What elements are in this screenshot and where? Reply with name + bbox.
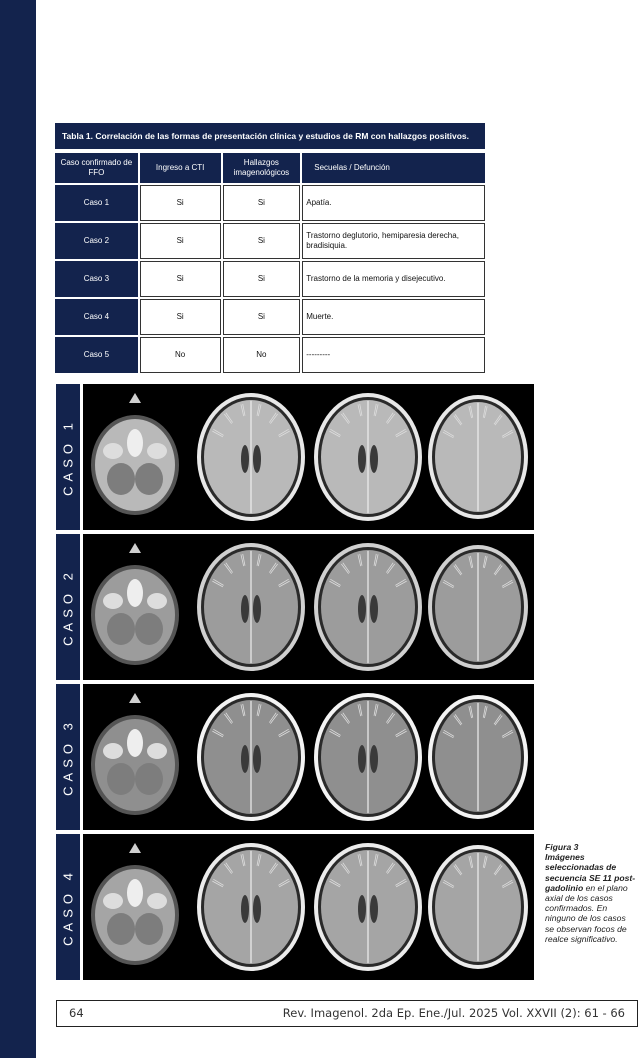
header-sequelae: Secuelas / Defunción xyxy=(302,153,485,183)
mri-panel xyxy=(83,834,534,980)
table-row xyxy=(55,299,485,335)
axial-slice xyxy=(314,843,422,971)
mri-panel xyxy=(83,684,534,830)
case-label: CASO 4 xyxy=(56,834,80,980)
row-sequelae: Trastorno deglutorio, hemiparesia derecha, bradisiquia. xyxy=(302,223,485,259)
axial-slice xyxy=(91,693,179,815)
row-case: Caso 5 xyxy=(55,337,138,373)
row-sequelae: Muerte. xyxy=(302,299,485,335)
row-cti: Si xyxy=(140,261,221,297)
row-case: Caso 3 xyxy=(55,261,138,297)
caption-title: Figura 3 xyxy=(545,842,579,852)
mri-scans-image xyxy=(83,684,534,830)
figure-row-case-3 xyxy=(56,684,534,830)
axial-slice xyxy=(314,693,422,821)
row-findings: No xyxy=(223,337,301,373)
caption-text: en el plano axial de los casos confirmados. En ninguno de los casos se observan focos de realce significativo. xyxy=(545,882,628,944)
figure-row-case-2 xyxy=(56,534,534,680)
caption-bold: Imágenes seleccionadas de secuencia SE 11 post-gadolinio xyxy=(545,852,636,893)
page-number: 64 xyxy=(69,1006,84,1020)
row-sequelae: --------- xyxy=(302,337,485,373)
page-footer xyxy=(56,1000,638,1027)
axial-slice xyxy=(197,693,305,821)
axial-slice xyxy=(314,393,422,521)
row-case: Caso 1 xyxy=(55,185,138,221)
mri-panel xyxy=(83,534,534,680)
axial-slice xyxy=(428,695,528,819)
page-side-bar xyxy=(0,0,36,1058)
row-cti: Si xyxy=(140,299,221,335)
row-cti: Si xyxy=(140,223,221,259)
row-sequelae: Trastorno de la memoria y disejecutivo. xyxy=(302,261,485,297)
table-row xyxy=(55,223,485,259)
header-findings: Hallazgos imagenológicos xyxy=(223,153,301,183)
correlation-table xyxy=(53,151,487,375)
mri-panel xyxy=(83,384,534,530)
figure-row-case-1 xyxy=(56,384,534,530)
axial-slice xyxy=(91,393,179,515)
axial-slice xyxy=(428,845,528,969)
table-row xyxy=(55,261,485,297)
axial-slice xyxy=(197,393,305,521)
row-findings: Si xyxy=(223,299,301,335)
mri-scans-image xyxy=(83,384,534,530)
axial-slice xyxy=(428,545,528,669)
axial-slice xyxy=(91,543,179,665)
row-findings: Si xyxy=(223,261,301,297)
table-title: Tabla 1. Correlación de las formas de presentación clínica y estudios de RM con hallazgos positivos. xyxy=(55,123,485,149)
mri-scans-image xyxy=(83,534,534,680)
table-1 xyxy=(55,123,485,375)
case-label: CASO 3 xyxy=(56,684,80,830)
row-case: Caso 2 xyxy=(55,223,138,259)
row-cti: No xyxy=(140,337,221,373)
row-sequelae: Apatía. xyxy=(302,185,485,221)
figure-caption xyxy=(545,842,637,944)
table-row xyxy=(55,337,485,373)
row-findings: Si xyxy=(223,185,301,221)
row-findings: Si xyxy=(223,223,301,259)
header-cti: Ingreso a CTI xyxy=(140,153,221,183)
axial-slice xyxy=(91,843,179,965)
axial-slice xyxy=(314,543,422,671)
axial-slice xyxy=(428,395,528,519)
case-label: CASO 1 xyxy=(56,384,80,530)
row-case: Caso 4 xyxy=(55,299,138,335)
journal-citation: Rev. Imagenol. 2da Ep. Ene./Jul. 2025 Vol. XXVII (2): 61 - 66 xyxy=(282,1006,625,1020)
table-row xyxy=(55,185,485,221)
axial-slice xyxy=(197,543,305,671)
figure-row-case-4 xyxy=(56,834,534,980)
header-case: Caso confirmado de FFO xyxy=(55,153,138,183)
mri-scans-image xyxy=(83,834,534,980)
row-cti: Si xyxy=(140,185,221,221)
axial-slice xyxy=(197,843,305,971)
case-label: CASO 2 xyxy=(56,534,80,680)
table-header-row xyxy=(55,153,485,183)
